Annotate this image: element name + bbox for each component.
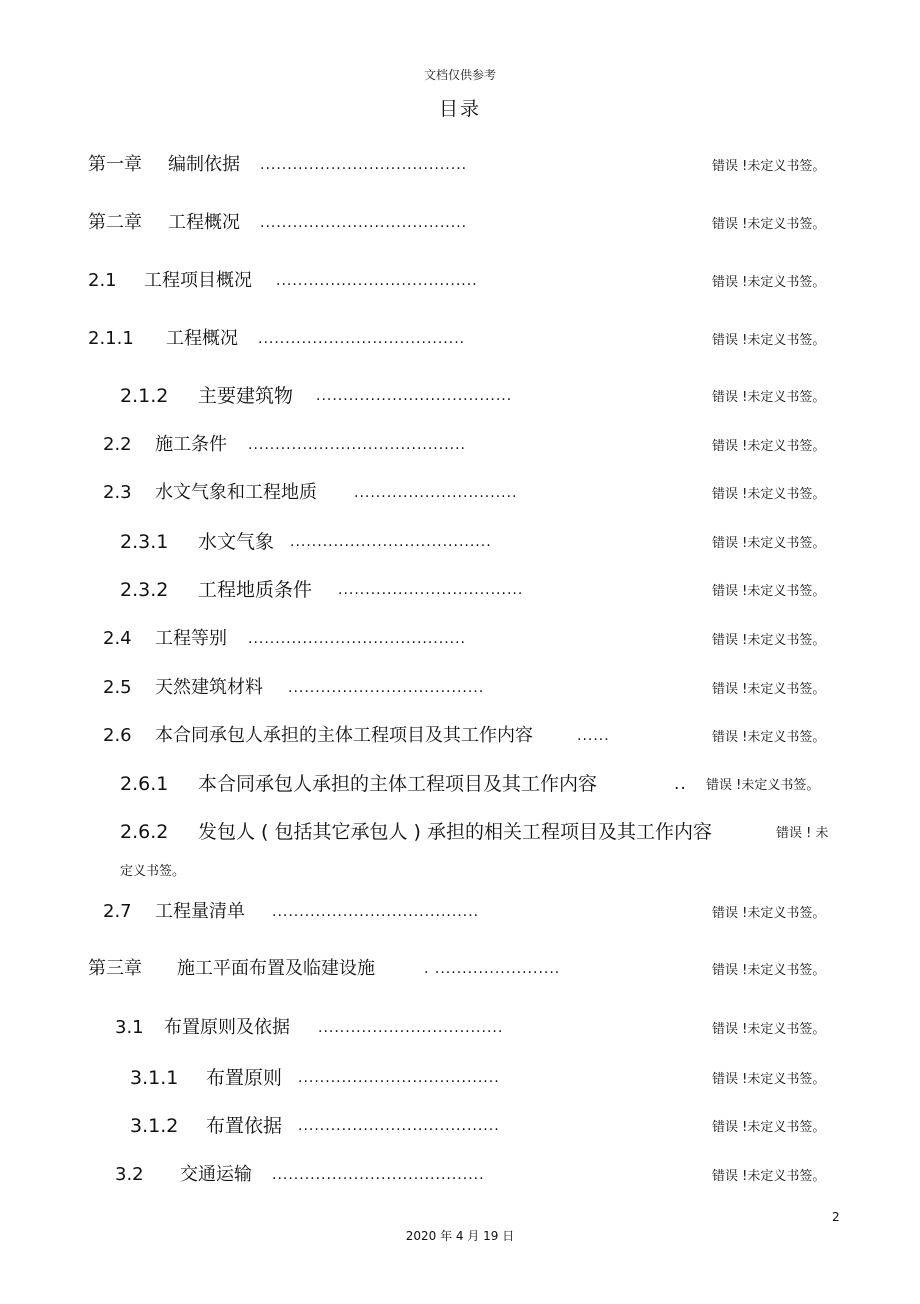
toc-entry-title: 布置原则及依据	[164, 1017, 290, 1038]
toc-entry-title: 工程等别	[155, 628, 227, 649]
toc-entry[interactable]	[0, 208, 920, 238]
toc-entry-number: 2.5	[103, 677, 132, 698]
footer-date: 2020 年 4 月 19 日	[405, 1229, 515, 1243]
toc-leader-dots: ....................................	[288, 680, 485, 696]
toc-page-reference: 错误 !未定义书签。	[712, 584, 826, 599]
toc-entry-title: 水文气象和工程地质	[155, 482, 317, 503]
toc-entry-title: 本合同承包人承担的主体工程项目及其工作内容	[198, 773, 598, 795]
toc-entry-number: 2.3	[103, 482, 132, 503]
toc-entry[interactable]	[0, 527, 920, 557]
toc-page-reference: 错误 !未定义书签。	[712, 1072, 826, 1087]
toc-leader-dots: .....................................	[276, 273, 478, 289]
toc-entry[interactable]	[0, 575, 920, 605]
toc-entry-number: 2.3.2	[120, 579, 169, 601]
toc-leader-dots: .......................................	[272, 1167, 485, 1183]
toc-leader-dots: .....................................	[298, 1118, 500, 1134]
toc-entry-number: 3.1.2	[130, 1115, 179, 1137]
toc-page-reference: 错误 !未定义书签。	[712, 906, 826, 921]
toc-page-reference: 错误 !未定义书签。	[712, 159, 826, 174]
toc-entry-number: 3.1.1	[130, 1067, 179, 1089]
toc-entry[interactable]	[0, 721, 920, 751]
toc-entry[interactable]	[0, 954, 920, 984]
toc-entry-title: 交通运输	[180, 1164, 252, 1185]
toc-entry[interactable]	[0, 1111, 920, 1141]
toc-page-reference: 错误 !未定义书签。	[712, 633, 826, 648]
toc-entry-title: 工程概况	[168, 212, 240, 233]
toc-entry[interactable]	[0, 769, 920, 799]
toc-entry-title: 编制依据	[168, 154, 240, 175]
toc-leader-dots: .....................................	[290, 534, 492, 550]
toc-page-reference: 错误 !未定义书签。	[712, 536, 826, 551]
toc-title: 目录	[438, 98, 481, 120]
toc-entry[interactable]	[0, 897, 920, 927]
toc-leader-dots: ......................................	[272, 904, 480, 920]
toc-entry-number: 2.2	[103, 434, 132, 455]
toc-leader-dots: ......................................	[260, 157, 468, 173]
toc-entry-number: 2.1.2	[120, 385, 169, 407]
toc-entry-number: 2.1.1	[88, 328, 134, 349]
toc-page-reference: 错误 !未定义书签。	[712, 275, 826, 290]
toc-page-reference: 错误 !未定义书签。	[712, 439, 826, 454]
toc-entry[interactable]	[0, 1160, 920, 1190]
toc-page-reference: 错误 !未定义书签。	[712, 390, 826, 405]
toc-leader-dots: ..................................	[338, 582, 524, 598]
toc-entry-number: 第二章	[88, 212, 142, 233]
toc-entry-title: 发包人 ( 包括其它承包人 ) 承担的相关工程项目及其工作内容	[198, 821, 712, 843]
toc-leader-dots: .....................................	[298, 1070, 500, 1086]
toc-entry[interactable]	[0, 324, 920, 354]
toc-entry-number: 2.6.1	[120, 773, 169, 795]
toc-leader-dots: ..	[674, 774, 687, 794]
toc-leader-dots: ......................................	[258, 331, 466, 347]
toc-page-reference: 错误 !未定义书签。	[712, 682, 826, 697]
toc-entry[interactable]	[0, 381, 920, 411]
toc-entry-title: 工程概况	[166, 328, 238, 349]
toc-page-reference: 错误 !未定义书签。	[712, 487, 826, 502]
toc-page-reference: 错误 !未定义书签。	[712, 963, 826, 978]
toc-entry-title: 工程项目概况	[144, 270, 252, 291]
toc-page-reference: 错误 !未定义书签。	[712, 1022, 826, 1037]
toc-entry-title: 布置依据	[206, 1115, 283, 1137]
page-number: 2	[832, 1210, 840, 1224]
toc-entry[interactable]	[0, 1063, 920, 1093]
toc-entry-number: 2.1	[88, 270, 117, 291]
toc-leader-dots: ......................................	[260, 215, 468, 231]
toc-page-reference: 错误 ! 未	[776, 826, 829, 841]
toc-entry-wrap-continuation: 定义书签。	[120, 864, 186, 879]
toc-entry-number: 3.2	[115, 1164, 144, 1185]
toc-entry-title: 工程量清单	[155, 901, 245, 922]
toc-entry[interactable]	[0, 624, 920, 654]
toc-entry-title: 主要建筑物	[198, 385, 294, 407]
toc-leader-dots: ....................................	[316, 388, 513, 404]
toc-entry[interactable]	[0, 430, 920, 460]
toc-leader-dots: ........................................	[248, 437, 467, 453]
toc-entry[interactable]	[0, 817, 920, 847]
toc-leader-dots: . .......................	[424, 961, 561, 977]
toc-entry-title: 本合同承包人承担的主体工程项目及其工作内容	[155, 725, 533, 746]
toc-entry-number: 2.6	[103, 725, 132, 746]
toc-entry-title: 施工平面布置及临建设施	[177, 958, 375, 979]
toc-page-reference: 错误 !未定义书签。	[712, 1169, 826, 1184]
toc-entry-title: 施工条件	[155, 434, 227, 455]
toc-entry-title: 天然建筑材料	[155, 677, 263, 698]
toc-entry-title: 工程地质条件	[198, 579, 313, 601]
toc-leader-dots: ..............................	[354, 485, 518, 501]
toc-entry[interactable]	[0, 150, 920, 180]
toc-entry[interactable]	[0, 266, 920, 296]
toc-entry-number: 2.7	[103, 901, 132, 922]
toc-leader-dots: ........................................	[248, 631, 467, 647]
toc-entry[interactable]	[0, 1013, 920, 1043]
toc-entry-number: 2.3.1	[120, 531, 169, 553]
toc-page-reference: 错误 !未定义书签。	[712, 1120, 826, 1135]
toc-page-reference: 错误 !未定义书签。	[706, 778, 820, 793]
toc-leader-dots: ..................................	[318, 1020, 504, 1036]
toc-leader-dots: ......	[577, 728, 610, 744]
toc-entry-number: 2.6.2	[120, 821, 169, 843]
toc-entry-title: 水文气象	[198, 531, 275, 553]
toc-entry[interactable]	[0, 673, 920, 703]
toc-entry-title: 布置原则	[206, 1067, 283, 1089]
header-note: 文档仅供参考	[423, 68, 496, 82]
toc-entry-number: 第一章	[88, 154, 142, 175]
toc-page-reference: 错误 !未定义书签。	[712, 730, 826, 745]
toc-entry-number: 2.4	[103, 628, 132, 649]
toc-entry-number: 第三章	[88, 958, 142, 979]
toc-page-reference: 错误 !未定义书签。	[712, 217, 826, 232]
toc-page-reference: 错误 !未定义书签。	[712, 333, 826, 348]
toc-entry[interactable]	[0, 478, 920, 508]
toc-entry-number: 3.1	[115, 1017, 144, 1038]
